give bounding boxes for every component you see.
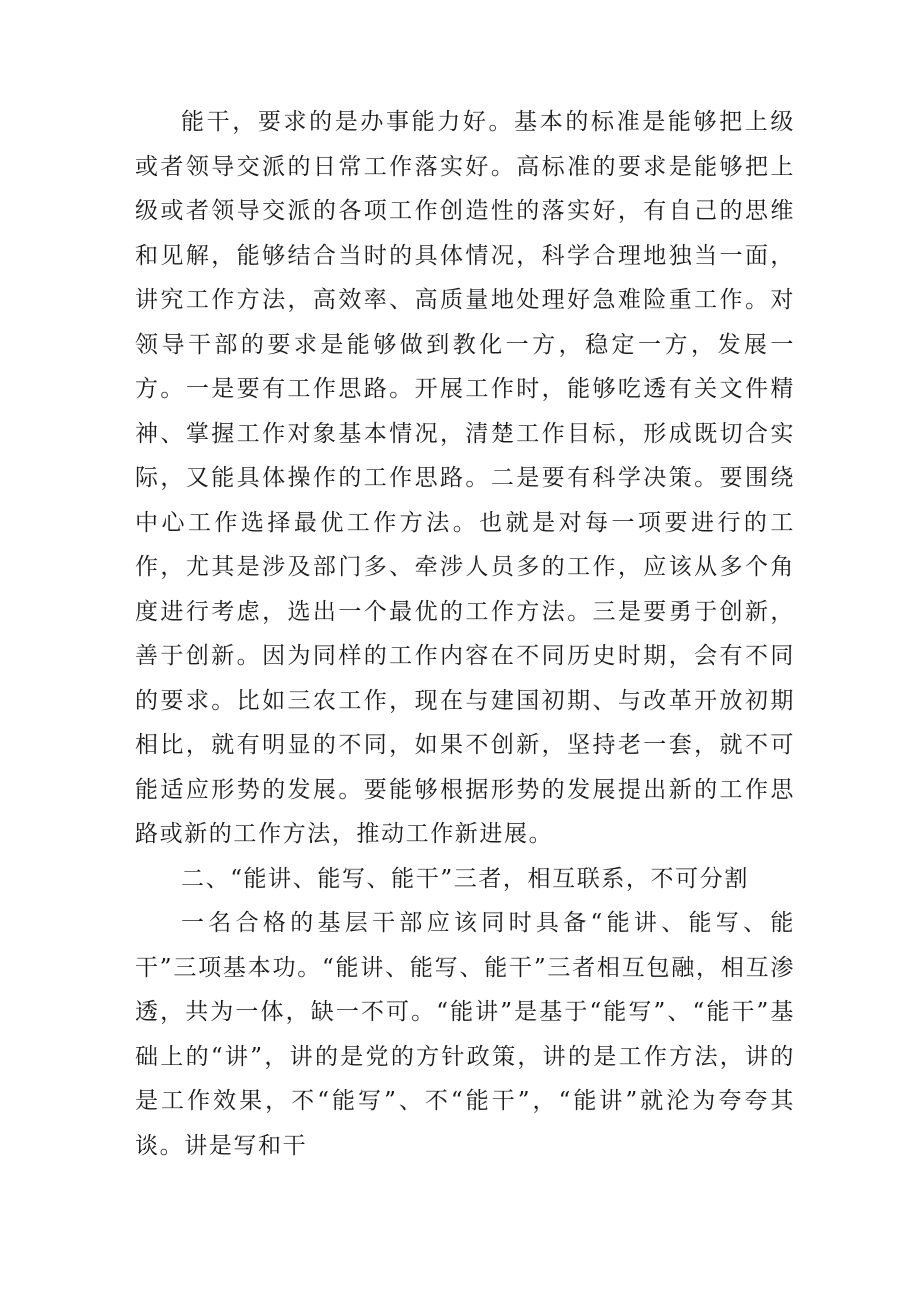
body-paragraph-three-skills: 一名合格的基层干部应该同时具备“能讲、能写、能干”三项基本功。“能讲、能写、能干”三者相互包融，相互渗透，共为一体，缺一不可。“能讲”是基于“能写”、“能干”基础上的“讲”，讲的是党的方针政策，讲的是工作方法，讲的是工作效果，不“能写”、不“能干”，“能讲”就沦为夸夸其谈。讲是写和干 [135,910,795,1159]
section-heading-two: 二、“能讲、能写、能干”三者，相互联系，不可分割 [181,865,749,892]
body-paragraph-capability: 能干，要求的是办事能力好。基本的标准是能够把上级或者领导交派的日常工作落实好。高标准的要求是能够把上级或者领导交派的各项工作创造性的落实好，有自己的思维和见解，能够结合当时的具体情况，科学合理地独当一面，讲究工作方法，高效率、高质量地处理好急难险重工作。对领导干部的要求是能够做到教化一方，稳定一方，发展一方。一是要有工作思路。开展工作时，能够吃透有关文件精神、掌握工作对象基本情况，清楚工作目标，形成既切合实际，又能具体操作的工作思路。二是要有科学决策。要围绕中心工作选择最优工作方法。也就是对每一项要进行的工作，尤其是涉及部门多、牵涉人员多的工作，应该从多个角度进行考虑，选出一个最优的工作方法。三是要勇于创新，善于创新。因为同样的工作内容在不同历史时期，会有不同的要求。比如三农工作，现在与建国初期、与改革开放初期相比，就有明显的不同，如果不创新，坚持老一套，就不可能适应形势的发展。要能够根据形势的发展提出新的工作思路或新的工作方法，推动工作新进展。 [135,109,795,847]
document-body [135,100,795,1168]
